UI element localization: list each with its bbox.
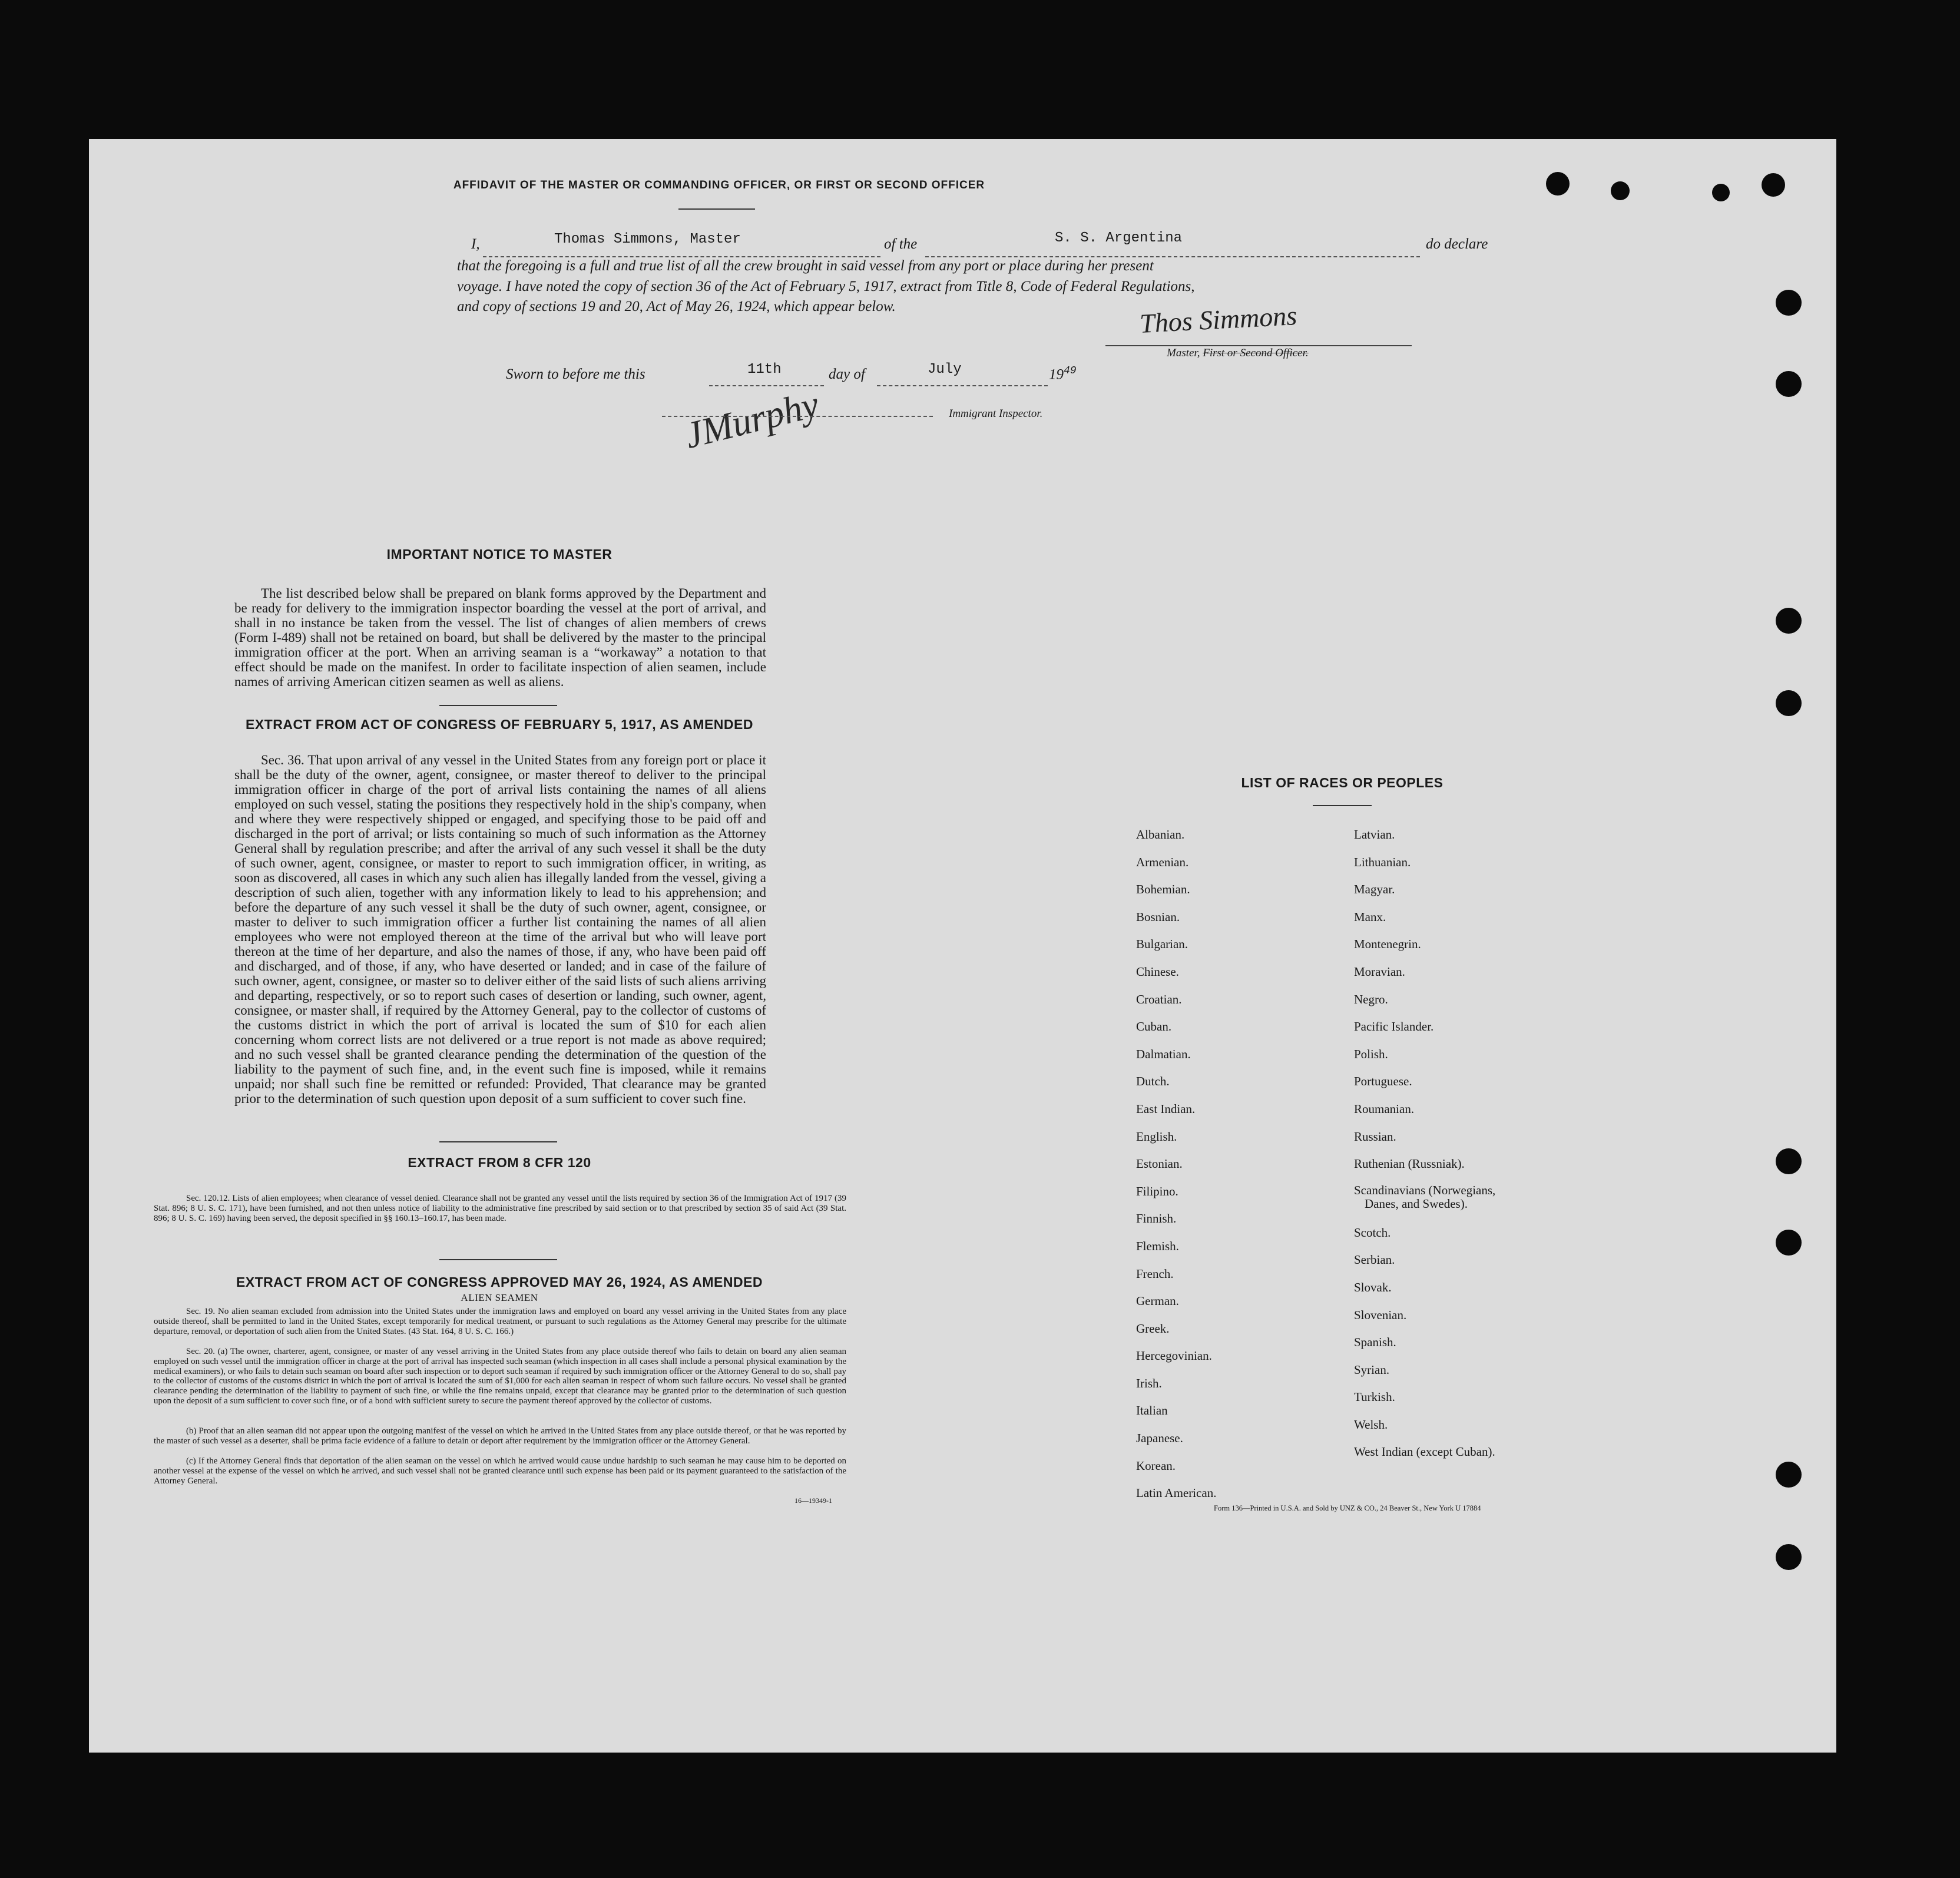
document-sheet	[89, 139, 1836, 1753]
punch-hole	[1776, 1148, 1802, 1174]
punch-hole	[1776, 371, 1802, 397]
inspector-caption: Immigrant Inspector.	[949, 408, 1043, 420]
form-printer-line: Form 136—Printed in U.S.A. and Sold by UNZ & CO., 24 Beaver St., New York U 17884	[1214, 1504, 1481, 1512]
punch-hole	[1776, 1230, 1802, 1256]
race-item: Manx.	[1354, 909, 1386, 924]
of-the-label: of the	[884, 236, 918, 252]
race-item: Danes, and Swedes).	[1365, 1196, 1468, 1211]
race-item: Dutch.	[1136, 1074, 1170, 1089]
inspector-line	[662, 404, 933, 417]
race-item: German.	[1136, 1294, 1179, 1309]
day-of-label: day of	[829, 366, 865, 382]
race-item: Irish.	[1136, 1376, 1162, 1390]
affidavit-line-3: voyage. I have noted the copy of section 36 of the Act of February 5, 1917, extract from Title 8, Code of Federal Regulations,	[457, 279, 1195, 294]
sec-20b-text: (b) Proof that an alien seaman did not appear upon the outgoing manifest of the vessel on which he arrived in the United States from any place outside thereof, or that he was reported by the master of such vessel as a deserter, shall be prima facie evidence of a failure to detain or deport after requirement by the immigration officer or the Attorney General.	[154, 1426, 846, 1446]
punch-hole	[1776, 690, 1802, 716]
race-item: Portuguese.	[1354, 1074, 1412, 1089]
race-item: Scandinavians (Norwegians,	[1354, 1183, 1496, 1197]
race-item: Dalmatian.	[1136, 1046, 1191, 1061]
race-item: Finnish.	[1136, 1211, 1177, 1226]
divider	[678, 208, 755, 210]
races-heading: LIST OF RACES OR PEOPLES	[1241, 775, 1443, 790]
year-prefix: 19	[1049, 366, 1064, 383]
race-item: Croatian.	[1136, 992, 1182, 1006]
race-item: Lithuanian.	[1354, 854, 1411, 869]
punch-hole	[1776, 290, 1802, 316]
race-item: Syrian.	[1354, 1362, 1390, 1377]
race-item: Serbian.	[1354, 1253, 1395, 1267]
extract-1917-heading: EXTRACT FROM ACT OF CONGRESS OF FEBRUARY 5, 1917, AS AMENDED	[246, 717, 753, 732]
divider	[1313, 805, 1372, 806]
struck-caption: First or Second Officer.	[1203, 347, 1309, 359]
race-item: Korean.	[1136, 1458, 1176, 1473]
master-caption	[1167, 347, 1309, 360]
race-item: Ruthenian (Russniak).	[1354, 1157, 1465, 1171]
race-item: Latin American.	[1136, 1486, 1217, 1501]
race-item: Cuban.	[1136, 1019, 1172, 1034]
punch-hole	[1762, 173, 1785, 197]
race-item: Bohemian.	[1136, 882, 1190, 897]
race-item: Armenian.	[1136, 854, 1189, 869]
race-item: Negro.	[1354, 992, 1388, 1006]
race-item: Montenegrin.	[1354, 937, 1421, 952]
race-item: Roumanian.	[1354, 1101, 1415, 1116]
race-item: Russian.	[1354, 1129, 1396, 1144]
punch-hole	[1776, 608, 1802, 634]
master-caption-label: Master,	[1167, 347, 1200, 359]
races-right-column	[1354, 821, 1495, 1466]
affidavit-line-2: that the foregoing is a full and true list of all the crew brought in said vessel from any port or place during her present	[457, 258, 1154, 274]
sworn-label: Sworn to before me this	[506, 366, 645, 382]
extract-1917-body: Sec. 36. That upon arrival of any vessel in the United States from any foreign port or place it shall be the duty of the owner, agent, consignee, or master thereof to deliver to the principal immigration officer in charge of the port of arrival lists containing the names of all aliens employed on such vessel, stating the positions they respectively hold in the ship's company, when and where they were respectively shipped or engaged, and specifying those to be paid off and discharged in the port of arrival; or lists containing so much of such information as the Attorney General shall by regulation prescribe; and after the arrival of any such vessel it shall be the duty of such owner, agent, consignee, or master to report to such immigration officer, in writing, as soon as discovered, all cases in which any such alien has illegally landed from the vessel, giving a description of such alien, together with any information likely to lead to his apprehension; and before the departure of any such vessel it shall be the duty of such owner, agent, consignee, or master to deliver to such immigration officer a further list containing the names of all alien employees who were not employed thereon at the time of the arrival but who will leave port thereon at the time of her departure, and also the names of those, if any, who have been paid off and discharged, and of those, if any, who have deserted or landed; and in case of the failure of such owner, agent, consignee, or master so to deliver either of the said lists of such aliens arriving and departing, respectively, or so to report such cases of desertion or landing, such owner, agent, consignee, or master shall, if required by the Attorney General, pay to the collector of customs of the customs district in which the port of arrival is located the sum of $10 for each alien concerning whom correct lists are not delivered or a true report is not made as above required; and no such vessel shall be granted clearance pending the determination of the question of the liability to the payment of such fine, and, in the event such fine is imposed, while it remains unpaid; nor shall such fine be remitted or refunded: Provided, That clearance may be granted prior to the determination of such question upon deposit of a sum sufficient to cover such fine.	[234, 753, 766, 1106]
sec-20a-text: Sec. 20. (a) The owner, charterer, agent, consignee, or master of any vessel arriving in the United States from any place outside thereof who fails to detain on board any alien seaman employed on such vessel until the immigration officer in charge at the port of arrival has inspected such seaman (which inspection in all cases shall include a personal physical examination by the medical examiners), or who fails to detain such seaman on board after such inspection or to deport such seaman if required by such immigration officer or the Attorney General to do so, shall pay to the collector of customs of the customs district in which the port of arrival is located the sum of $1,000 for each alien seaman in respect of whom such failure occurs. No vessel shall be granted clearance pending the determination of the liability to payment of such fine, or while the fine remains unpaid, except that clearance may be granted prior to the determination of such question upon the deposit of a sum sufficient to cover such fine, or of a bond with sufficient surety to secure the payment thereof approved by the collector of customs.	[154, 1347, 846, 1406]
race-item: Flemish.	[1136, 1238, 1179, 1253]
sworn-month-field	[877, 365, 1048, 386]
race-item: Spanish.	[1354, 1335, 1396, 1350]
master-signature: Thos Simmons	[1138, 300, 1298, 339]
divider	[439, 1141, 557, 1142]
race-item: Pacific Islander.	[1354, 1019, 1434, 1034]
punch-hole	[1776, 1544, 1802, 1570]
notice-heading: IMPORTANT NOTICE TO MASTER	[386, 546, 612, 562]
race-item: Filipino.	[1136, 1184, 1178, 1198]
race-item: Scotch.	[1354, 1225, 1391, 1240]
year-suffix: 49	[1064, 365, 1077, 377]
race-item: Slovak.	[1354, 1280, 1392, 1294]
race-item: Japanese.	[1136, 1431, 1183, 1446]
race-item: Italian	[1136, 1403, 1168, 1418]
sworn-day: 11th	[747, 362, 782, 377]
race-item: East Indian.	[1136, 1101, 1196, 1116]
do-declare: do declare	[1426, 236, 1488, 252]
punch-hole	[1776, 1462, 1802, 1488]
race-item: Welsh.	[1354, 1417, 1388, 1432]
race-item: Hercegovinian.	[1136, 1349, 1212, 1363]
inspector-signature: JMurphy	[680, 383, 823, 456]
divider	[439, 1259, 557, 1260]
affidavit-i-label: I,	[471, 236, 480, 252]
race-item: Slovenian.	[1354, 1307, 1407, 1322]
affidavit-line-4: and copy of sections 19 and 20, Act of May 26, 1924, which appear below.	[457, 299, 896, 314]
race-item: Albanian.	[1136, 827, 1185, 842]
sec-20c-text: (c) If the Attorney General finds that deportation of the alien seaman on the vessel on which he arrived would cause undue hardship to such seaman he may cause him to be deported on another vessel at the expense of the vessel on which he arrived, and such vessel shall not be granted clearance until such expense has been paid or its payment guaranteed to the satisfaction of the Attorney General.	[154, 1456, 846, 1486]
race-item: Turkish.	[1354, 1390, 1395, 1405]
race-item: Moravian.	[1354, 964, 1405, 979]
punch-hole	[1712, 184, 1730, 201]
form-code: 16—19349-1	[794, 1496, 832, 1505]
vessel-name: S. S. Argentina	[1055, 230, 1183, 246]
extract-1924-heading: EXTRACT FROM ACT OF CONGRESS APPROVED MAY 26, 1924, AS AMENDED	[236, 1274, 763, 1290]
race-item: Polish.	[1354, 1046, 1388, 1061]
race-item: West Indian (except Cuban).	[1354, 1445, 1495, 1459]
notice-body: The list described below shall be prepared on blank forms approved by the Department and be ready for delivery to the immigration inspector boarding the vessel at the port of arrival, and shall in no instance be taken from the vessel. The list of changes of alien members of crews (Form I-489) shall not be retained on board, but shall be delivered by the master to the principal immigration officer at the port. When an arriving seaman is a “workaway” a notation to that effect should be made on the manifest. In order to facilitate inspection of alien seamen, include names of arriving American citizen seamen as well as aliens.	[234, 586, 766, 689]
sec-19-text: Sec. 19. No alien seaman excluded from admission into the United States under the immigration laws and employed on board any vessel arriving in the United States from any place outside thereof, shall be permitted to land in the United States, except temporarily for medical treatment, or pursuant to such regulations as the Attorney General may prescribe for the ultimate departure, removal, or deportation of such alien from the United States. (43 Stat. 164, 8 U. S. C. 166.)	[154, 1307, 846, 1336]
signature-line	[1105, 345, 1412, 346]
sworn-month: July	[928, 362, 962, 377]
divider	[439, 705, 557, 706]
affidavit-title: AFFIDAVIT OF THE MASTER OR COMMANDING OFFICER, OR FIRST OR SECOND OFFICER	[453, 179, 985, 191]
extract-1924-subheading: ALIEN SEAMEN	[461, 1292, 538, 1303]
master-name: Thomas Simmons, Master	[554, 231, 741, 247]
race-item: Bulgarian.	[1136, 937, 1188, 952]
races-left-column	[1136, 821, 1216, 1507]
race-item: Estonian.	[1136, 1157, 1183, 1171]
punch-hole	[1546, 172, 1570, 196]
race-item: Greek.	[1136, 1321, 1170, 1336]
race-item: English.	[1136, 1129, 1177, 1144]
race-item: Magyar.	[1354, 882, 1395, 897]
race-item: French.	[1136, 1266, 1174, 1281]
cfr-heading: EXTRACT FROM 8 CFR 120	[408, 1155, 591, 1170]
race-item: Chinese.	[1136, 964, 1179, 979]
sworn-year	[1049, 365, 1077, 383]
punch-hole	[1611, 181, 1630, 200]
race-item: Latvian.	[1354, 827, 1395, 842]
race-item: Bosnian.	[1136, 909, 1180, 924]
cfr-body: Sec. 120.12. Lists of alien employees; when clearance of vessel denied. Clearance shall not be granted any vessel until the lists required by section 36 of the Immigration Act of 1917 (39 Stat. 896; 8 U. S. C. 171), have been furnished, and not then unless notice of liability to the administrative fine prescribed by said section or to that prescribed by section 35 of said Act (39 Stat. 896; 8 U. S. C. 169) having been served, the deposit specified in §§ 160.13–160.17, has been made.	[154, 1194, 846, 1223]
